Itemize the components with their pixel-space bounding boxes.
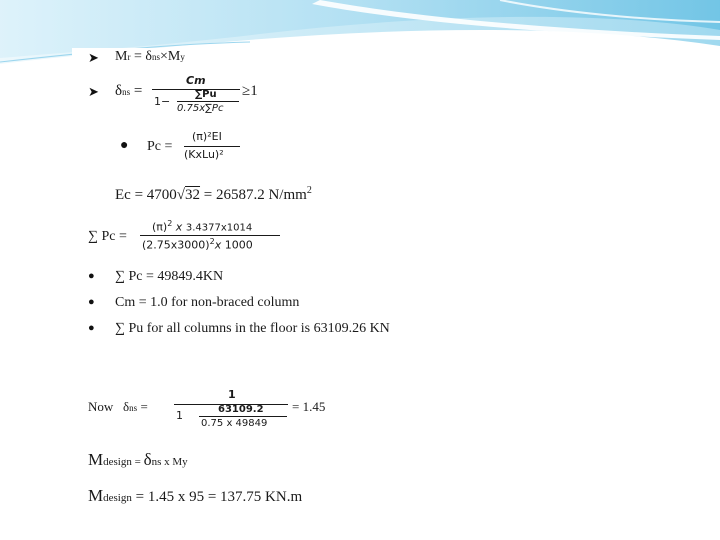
ec-sup: 2 (306, 185, 312, 196)
ec-sqrt-val: 32 (185, 187, 201, 203)
bullet-dot-icon: ● (88, 322, 95, 334)
mdesign1-eq: = (131, 456, 144, 468)
mdesign1-delta: δ (143, 450, 152, 469)
delta-sub-ns: ns (122, 87, 131, 97)
ec-sqrt: √ (176, 187, 186, 203)
delta-ns-label (115, 83, 142, 100)
mr-sub-y: y (180, 52, 185, 62)
now-eq: = (140, 399, 148, 414)
sum-pc-denominator (142, 237, 253, 252)
sum-pc-den-sup: 2 (209, 237, 215, 246)
mdesign1-ns: ns (151, 456, 162, 468)
delta-eq: = (133, 83, 143, 99)
delta-geq-one (242, 83, 258, 100)
mdesign2-rest: = 1.45 x 95 = 137.75 KN.m (131, 489, 303, 505)
pc-denominator: (KxLu)² (184, 148, 224, 161)
sum-pc-den-val: 1000 (221, 238, 253, 252)
bullet-dot-icon: ● (88, 296, 95, 308)
now-numerator: 1 (228, 388, 236, 401)
sum-pc-fraction-bar (140, 235, 280, 236)
pc-lhs: Pc (147, 139, 161, 154)
sum-pc-num-sup: 2 (167, 219, 173, 228)
arrow-bullet-icon: ➤ (88, 84, 99, 99)
delta-numerator-cm: Cm (186, 74, 206, 87)
pc-numerator: (π)²EI (192, 130, 222, 143)
sum-pc-den-a: (2.75x3000) (142, 238, 210, 252)
ec-equation (115, 185, 312, 204)
mr-delta: δ (145, 49, 152, 64)
sum-pc-num-a: (π) (152, 220, 168, 234)
now-inner-fraction-bar (199, 416, 287, 417)
now-label (88, 399, 148, 415)
mr-eq: = (133, 49, 142, 64)
mr-m: M (115, 49, 128, 64)
mdesign1-sub: design (103, 456, 132, 468)
equation-mr (115, 49, 185, 65)
arrow-bullet-icon: ➤ (88, 50, 99, 65)
ec-rest: = 26587.2 N/mm (200, 187, 307, 203)
mr-times: × (159, 49, 168, 64)
bullet-text-sum-pu: ∑ Pu for all columns in the floor is 63109.26 KN (115, 321, 390, 336)
mdesign2-sub: design (103, 492, 132, 504)
pc-eq: = (164, 139, 173, 154)
sum-pc-num-val: 3.4377x1014 (185, 222, 253, 234)
delta-one: 1 (250, 83, 258, 99)
sum-pc-den-x: x (214, 238, 222, 252)
bullet-dot-icon: ● (120, 138, 129, 153)
now-sub-ns: ns (129, 403, 138, 413)
mdesign2-m: M (88, 486, 104, 505)
delta-one-minus: 1− (154, 95, 171, 108)
mdesign-formula (88, 450, 188, 470)
ec-text: Ec = 4700 (115, 187, 177, 203)
bullet-text-cm: Cm = 1.0 for non-braced column (115, 295, 300, 310)
delta-inner-fraction-bar (177, 101, 239, 102)
now-one: 1 (176, 409, 183, 422)
sum-pc-num-x: x (172, 220, 186, 234)
mr-my: M (167, 49, 181, 64)
mr-sub-r: r (127, 52, 131, 62)
bullet-text-sum-pc: ∑ Pc = 49849.4KN (115, 269, 224, 284)
delta-inner-num: ∑Pu (195, 89, 217, 100)
mdesign-result (88, 486, 302, 506)
now-delta: δ (123, 399, 130, 414)
pc-label (147, 139, 172, 155)
now-word: Now (88, 399, 114, 414)
mdesign1-m: M (88, 450, 104, 469)
delta-symbol: δ (115, 83, 123, 99)
now-inner-num: 63109.2 (218, 404, 264, 415)
now-result: = 1.45 (292, 399, 326, 414)
mr-sub-ns: ns (151, 52, 160, 62)
bullet-dot-icon: ● (88, 270, 95, 282)
pc-fraction-bar (184, 146, 240, 147)
header-swoosh-decoration (0, 0, 720, 80)
delta-geq: ≥ (242, 83, 251, 99)
mdesign1-rest: x My (161, 456, 188, 468)
sum-pc-lhs: ∑ Pc = (88, 229, 127, 244)
sum-pc-numerator (152, 219, 252, 234)
now-inner-den: 0.75 x 49849 (201, 418, 268, 429)
delta-inner-den: 0.75x∑Pc (177, 103, 224, 114)
